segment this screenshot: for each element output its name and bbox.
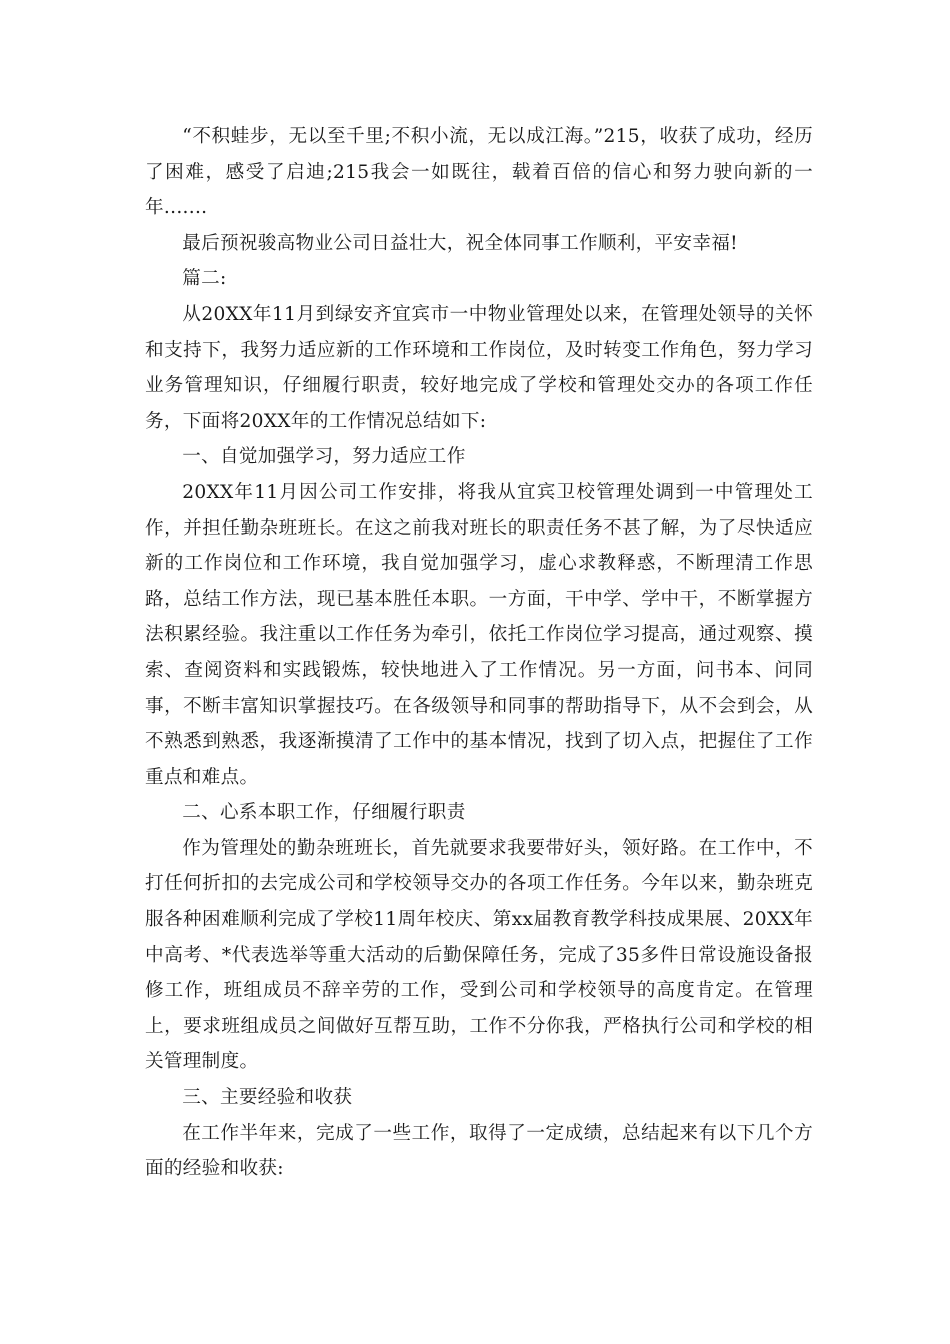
paragraph-intro: 从20XX年11月到绿安齐宜宾市一中物业管理处以来，在管理处领导的关怀和支持下，我努力适应新的工作环境和工作岗位，及时转变工作角色，努力学习业务管理知识，仔细履行职责，较好地完成了学校和管理处交办的各项工作任务，下面将20XX年的工作情况总结如下: (145, 303, 813, 432)
document-page (145, 119, 813, 1187)
heading-one: 一、自觉加强学习，努力适应工作 (182, 446, 466, 468)
paragraph-learning: 20XX年11月因公司工作安排，将我从宜宾卫校管理处调到一中管理处工作，并担任勤杂班班长。在这之前我对班长的职责任务不甚了解，为了尽快适应新的工作岗位和工作环境，我自觉加强学习，虚心求教释惑，不断理清工作思路，总结工作方法，现已基本胜任本职。一方面，干中学、学中干，不断掌握方法积累经验。我注重以工作任务为牵引，依托工作岗位学习提高，通过观察、摸索、查阅资料和实践锻炼，较快地进入了工作情况。另一方面，问书本、问同事，不断丰富知识掌握技巧。在各级领导和同事的帮助指导下，从不会到会，从不熟悉到熟悉，我逐渐摸清了工作中的基本情况，找到了切入点，把握住了工作重点和难点。 (145, 481, 813, 788)
paragraph-closing-wish: 最后预祝骏高物业公司日益壮大，祝全体同事工作顺利，平安幸福! (182, 232, 738, 254)
paragraph-duties: 作为管理处的勤杂班班长，首先就要求我要带好头，领好路。在工作中，不打任何折扣的去完成公司和学校领导交办的各项工作任务。今年以来，勤杂班克服各种困难顺利完成了学校11周年校庆、第xx届教育教学科技成果展、20XX年中高考、*代表选举等重大活动的后勤保障任务，完成了35多件日常设施设备报修工作，班组成员不辞辛劳的工作，受到公司和学校领导的高度肯定。在管理上，要求班组成员之间做好互帮互助，工作不分你我，严格执行公司和学校的相关管理制度。 (145, 837, 813, 1073)
heading-three: 三、主要经验和收获 (182, 1087, 353, 1109)
heading-two: 二、心系本职工作，仔细履行职责 (182, 802, 466, 824)
section-title-part-two: 篇二: (182, 268, 227, 290)
paragraph-quote: “不积蛙步，无以至千里;不积小流，无以成江海。”215，收获了成功，经历了困难，感受了启迪;215我会一如既往，载着百倍的信心和努力驶向新的一年....... (145, 126, 813, 219)
paragraph-experience: 在工作半年来，完成了一些工作，取得了一定成绩，总结起来有以下几个方面的经验和收获: (145, 1122, 813, 1180)
